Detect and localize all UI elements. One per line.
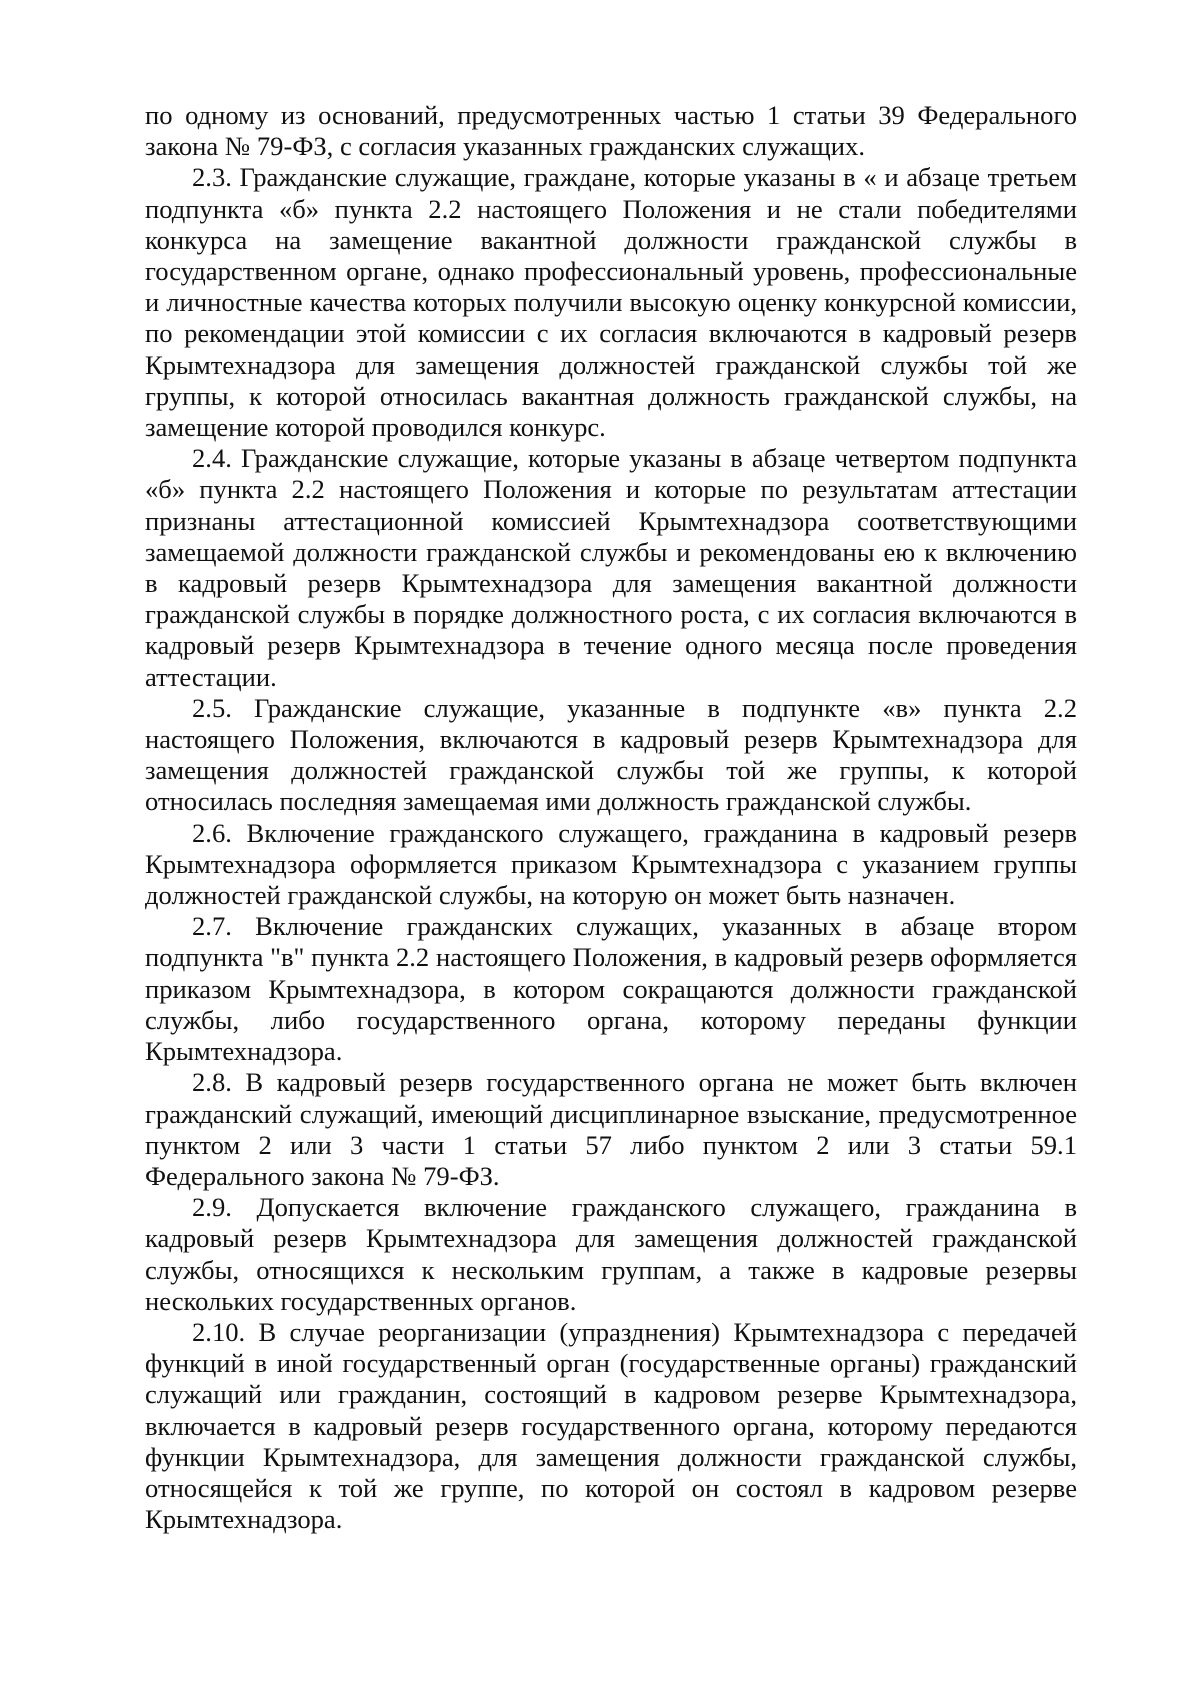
paragraph-continuation: по одному из оснований, предусмотренных частью 1 статьи 39 Федерального закона № 79-ФЗ, с согласия указанных гражданских служащих. [145,100,1077,162]
paragraph-2-9: 2.9. Допускается включение гражданского служащего, гражданина в кадровый резерв Крымтехнадзора для замещения должностей гражданской службы, относящихся к нескольким группам, а также в кадровые резервы нескольких государственных органов. [145,1192,1077,1316]
paragraph-2-8: 2.8. В кадровый резерв государственного органа не может быть включен гражданский служащий, имеющий дисциплинарное взыскание, предусмотренное пунктом 2 или 3 части 1 статьи 57 либо пунктом 2 или 3 статьи 59.1 Федерального закона № 79-ФЗ. [145,1067,1077,1191]
document-page [145,100,1077,1535]
paragraph-2-3: 2.3. Гражданские служащие, граждане, которые указаны в « и абзаце третьем подпункта «б» пункта 2.2 настоящего Положения и не стали победителями конкурса на замещение вакантной должности гражданской службы в государственном органе, однако профессиональный уровень, профессиональные и личностные качества которых получили высокую оценку конкурсной комиссии, по рекомендации этой комиссии с их согласия включаются в кадровый резерв Крымтехнадзора для замещения должностей гражданской службы той же группы, к которой относилась вакантная должность гражданской службы, на замещение которой проводился конкурс. [145,162,1077,443]
paragraph-2-7: 2.7. Включение гражданских служащих, указанных в абзаце втором подпункта "в" пункта 2.2 настоящего Положения, в кадровый резерв оформляется приказом Крымтехнадзора, в котором сокращаются должности гражданской службы, либо государственного органа, которому переданы функции Крымтехнадзора. [145,911,1077,1067]
paragraph-2-5: 2.5. Гражданские служащие, указанные в подпункте «в» пункта 2.2 настоящего Положения, включаются в кадровый резерв Крымтехнадзора для замещения должностей гражданской службы той же группы, к которой относилась последняя замещаемая ими должность гражданской службы. [145,692,1077,817]
paragraph-2-10: 2.10. В случае реорганизации (упразднения) Крымтехнадзора с передачей функций в иной государственный орган (государственные органы) гражданский служащий или гражданин, состоящий в кадровом резерве Крымтехнадзора, включается в кадровый резерв государственного органа, которому передаются функции Крымтехнадзора, для замещения должности гражданской службы, относящейся к той же группе, по которой он состоял в кадровом резерве Крымтехнадзора. [145,1316,1077,1535]
paragraph-2-6: 2.6. Включение гражданского служащего, гражданина в кадровый резерв Крымтехнадзора оформляется приказом Крымтехнадзора с указанием группы должностей гражданской службы, на которую он может быть назначен. [145,817,1077,911]
paragraph-2-4: 2.4. Гражданские служащие, которые указаны в абзаце четвертом подпункта «б» пункта 2.2 настоящего Положения и которые по результатам аттестации признаны аттестационной комиссией Крымтехнадзора соответствующими замещаемой должности гражданской службы и рекомендованы ею к включению в кадровый резерв Крымтехнадзора для замещения вакантной должности гражданской службы в порядке должностного роста, с их согласия включаются в кадровый резерв Крымтехнадзора в течение одного месяца после проведения аттестации. [145,443,1077,692]
